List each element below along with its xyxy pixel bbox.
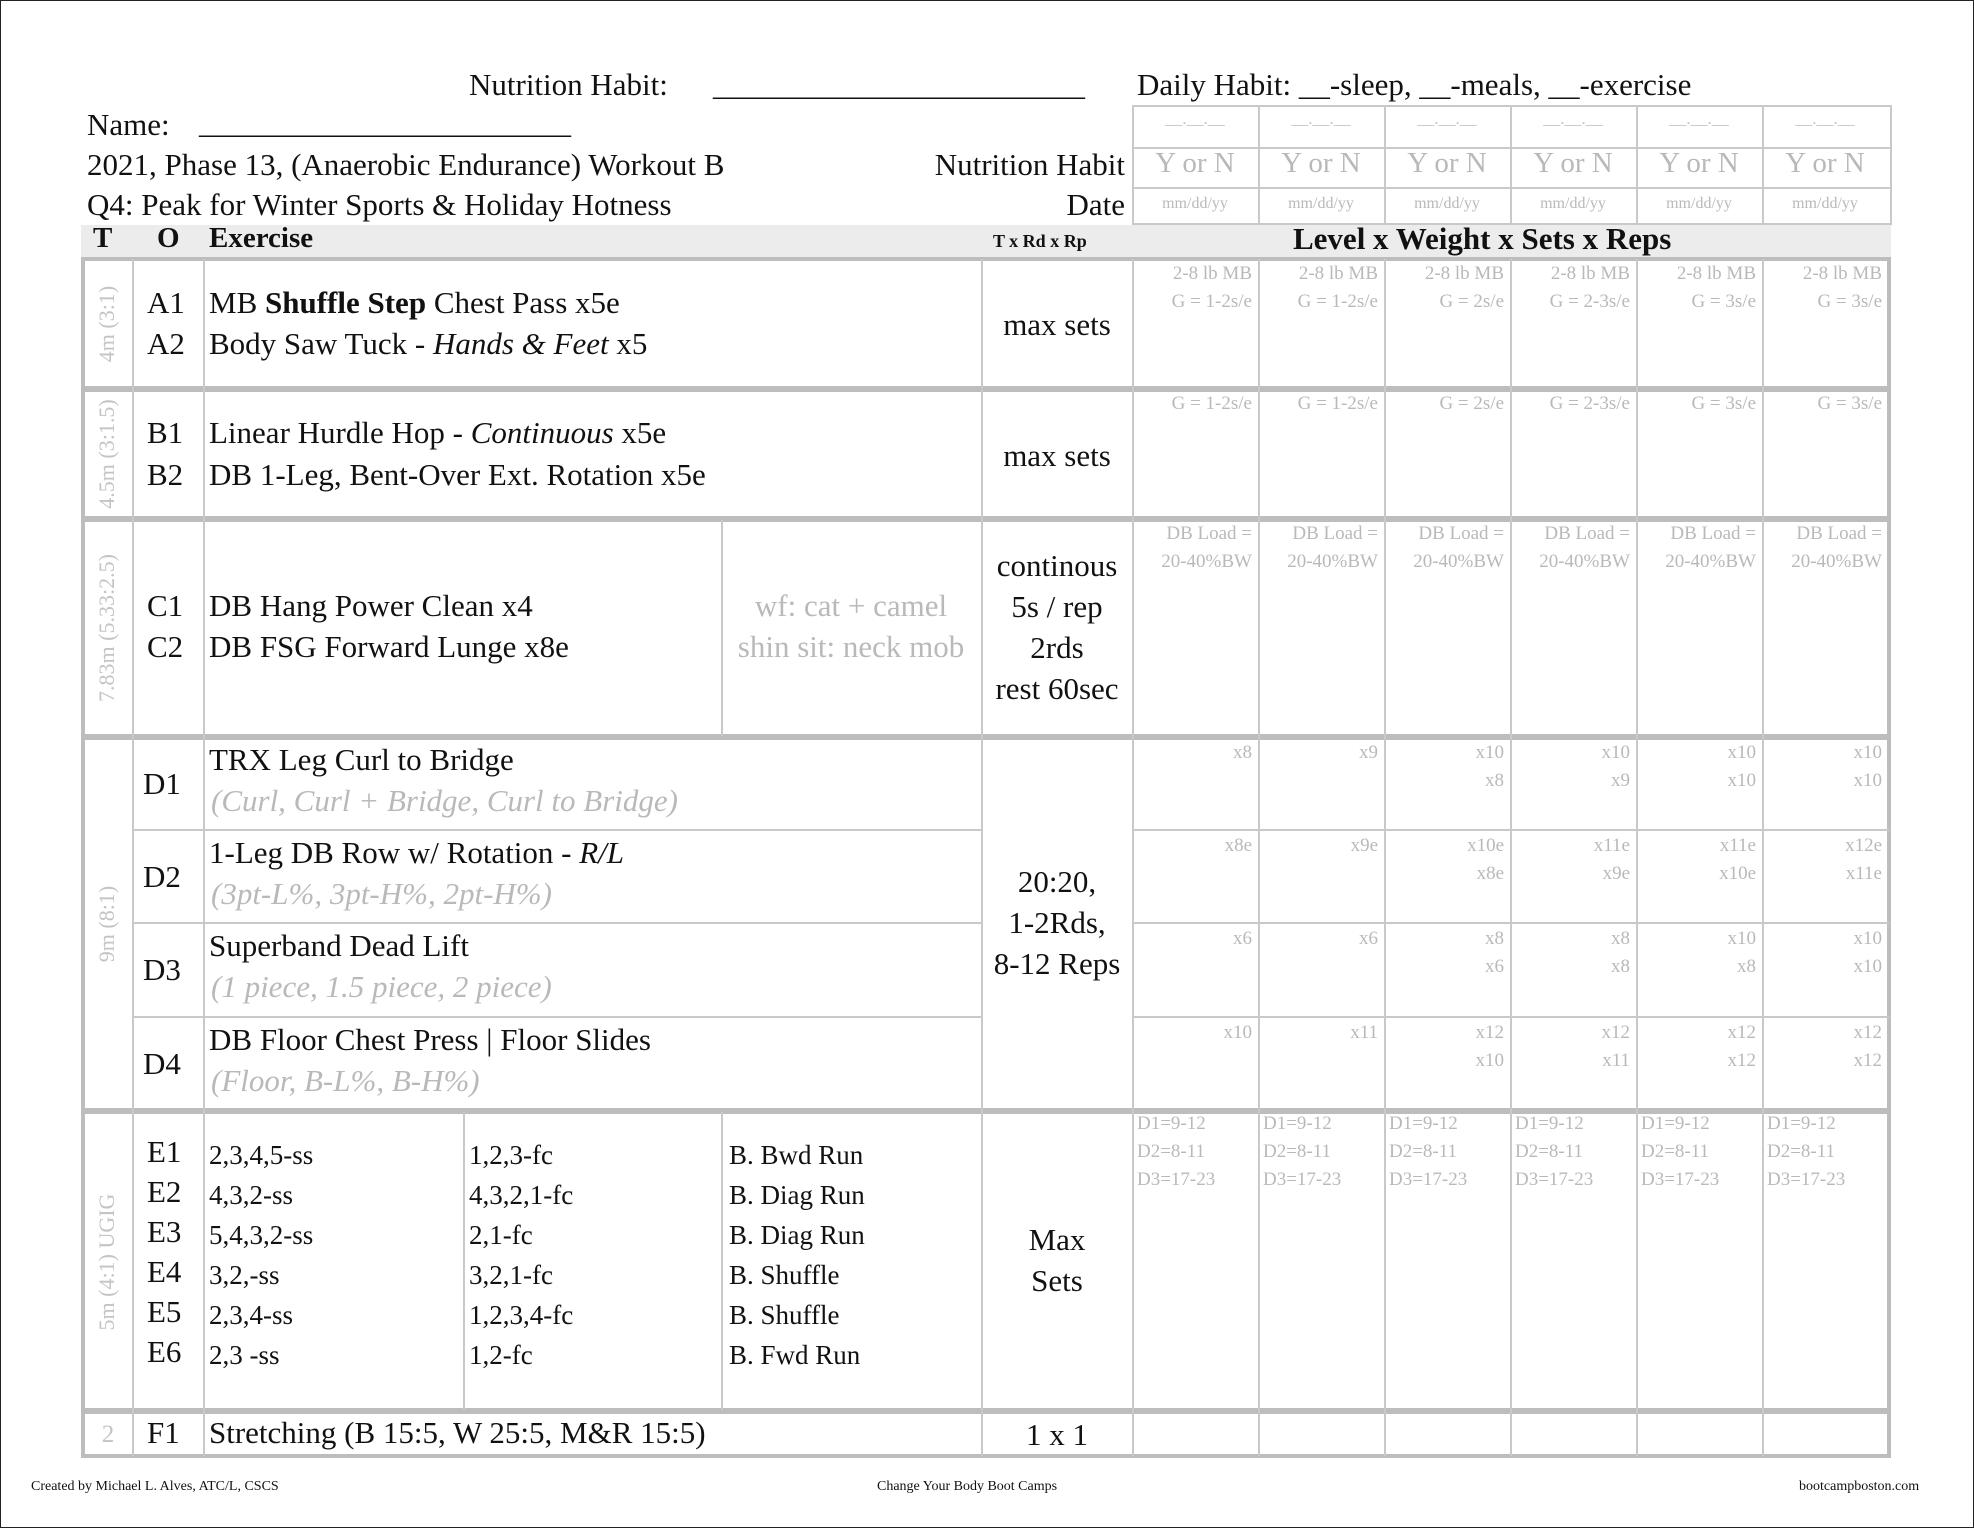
ladder-fc: 1,2-fc [469,1340,533,1370]
cell-d-reps[interactable]: x10 [1853,742,1882,763]
cell-a-goal[interactable]: G = 1-2s/e [1297,291,1378,312]
cell-d-reps[interactable]: x10 [1475,742,1504,763]
name-label: Name: [87,107,170,142]
nutrition-habit-blank[interactable]: ________________________ [713,67,1085,102]
cell-d-reps-2[interactable]: x10 [1727,770,1756,791]
session-header-divider [1384,105,1386,225]
cell-e-target[interactable]: D1=9-12 [1767,1113,1836,1134]
block-d-time: 9m (8:1) [94,885,119,963]
col-header-o: O [157,222,180,254]
exercise-d2: 1-Leg DB Row w/ Rotation - R/L [209,835,625,870]
cell-b-goal[interactable]: G = 2-3s/e [1549,393,1630,414]
block-f-time: 2 [101,1421,115,1448]
name-blank[interactable]: ________________________ [199,105,571,140]
code-b2: B2 [147,457,184,492]
cell-e-target[interactable]: D3=17-23 [1389,1169,1468,1190]
cell-a-load[interactable]: 2-8 lb MB [1802,263,1882,284]
cell-d-reps-2[interactable]: x9 [1611,770,1630,791]
exercise-d3: Superband Dead Lift [209,928,469,963]
cell-c-load[interactable]: DB Load = [1292,523,1378,544]
run-drill: B. Diag Run [729,1180,865,1210]
code-d3: D3 [143,952,181,987]
scheme-e: Max Sets [1028,1222,1086,1298]
cell-d-reps[interactable]: x10 [1601,742,1630,763]
cell-e-target[interactable]: D3=17-23 [1515,1169,1594,1190]
col-header-scheme: T x Rd x Rp [993,231,1087,251]
nutrition-yes-no-field[interactable]: Y or N [1281,147,1361,179]
cell-d-reps[interactable]: x10 [1727,928,1756,949]
exercise-d4: DB Floor Chest Press | Floor Slides [209,1022,651,1057]
cell-d-reps[interactable]: x9e [1350,835,1378,856]
nutrition-yes-no-field[interactable]: Y or N [1533,147,1613,179]
code-c1: C1 [147,588,184,623]
cell-b-goal[interactable]: G = 1-2s/e [1297,393,1378,414]
ladder-fc: 1,2,3-fc [469,1140,553,1170]
col-header-levels: Level x Weight x Sets x Reps [1293,221,1672,256]
cell-a-goal[interactable]: G = 3s/e [1691,291,1756,312]
session-header-divider [1132,105,1134,225]
cell-d-reps-2[interactable]: x11e [1845,863,1882,884]
cell-b-goal[interactable]: G = 1-2s/e [1171,393,1252,414]
cell-d-reps-2[interactable]: x10e [1719,863,1756,884]
cell-d-reps[interactable]: x9 [1359,742,1378,763]
session-number-field[interactable]: __.__.__ [1291,109,1351,128]
block-c-time: 7.83m (5.33:2.5) [94,554,119,702]
cell-c-pct[interactable]: 20-40%BW [1287,551,1378,572]
block-b-time: 4.5m (3:1.5) [94,399,119,509]
date-field[interactable]: mm/dd/yy [1792,195,1858,212]
code-f1: F1 [147,1415,180,1450]
cell-c-pct[interactable]: 20-40%BW [1413,551,1504,572]
cell-e-target[interactable]: D2=8-11 [1137,1141,1206,1162]
block-a-time: 4m (3:1) [94,285,119,363]
cell-d-reps[interactable]: x11e [1719,835,1756,856]
cell-d-reps-2[interactable]: x8e [1476,863,1504,884]
ladder-ss: 4,3,2-ss [209,1180,294,1210]
ladder-fc: 2,1-fc [469,1220,533,1250]
exercise-f1: Stretching (B 15:5, W 25:5, M&R 15:5) [209,1415,706,1450]
cell-e-target[interactable]: D2=8-11 [1515,1141,1584,1162]
ladder-ss: 2,3 -ss [209,1340,280,1370]
workout-subtitle: Q4: Peak for Winter Sports & Holiday Hotness [87,187,672,222]
exercise-d4-progression: (Floor, B-L%, B-H%) [211,1063,480,1098]
exercise-d2-progression: (3pt-L%, 3pt-H%, 2pt-H%) [211,876,552,911]
cell-d-reps-2[interactable]: x6 [1485,956,1504,977]
nutrition-yes-no-field[interactable]: Y or N [1785,147,1865,179]
cell-d-reps[interactable]: x12e [1845,835,1882,856]
date-field[interactable]: mm/dd/yy [1162,195,1228,212]
code-b1: B1 [147,415,184,450]
nutrition-habit-label: Nutrition Habit: [469,67,668,102]
cell-d-reps-2[interactable]: x10 [1853,770,1882,791]
cell-e-target[interactable]: D1=9-12 [1389,1113,1458,1134]
run-drill: B. Shuffle [729,1300,840,1330]
cell-d-reps[interactable]: x6 [1359,928,1378,949]
mobility-c1: wf: cat + camel [754,588,948,623]
session-header-divider [1636,105,1638,225]
session-header-divider [1510,105,1512,225]
scheme-d: 20:20, 1-2Rds, 8-12 Reps [993,864,1121,981]
mobility-c2: shin sit: neck mob [737,629,965,664]
footer-website[interactable]: bootcampboston.com [1799,1479,1920,1494]
cell-a-load[interactable]: 2-8 lb MB [1172,263,1252,284]
date-field[interactable]: mm/dd/yy [1666,195,1732,212]
session-header-divider [1890,105,1892,225]
ladder-ss: 5,4,3,2-ss [209,1220,314,1250]
cell-b-goal[interactable]: G = 2s/e [1439,393,1504,414]
cell-d-reps[interactable]: x11e [1593,835,1630,856]
cell-a-load[interactable]: 2-8 lb MB [1676,263,1756,284]
cell-d-reps[interactable]: x10 [1727,742,1756,763]
ladder-ss: 3,2,-ss [209,1260,280,1290]
code-d1: D1 [143,766,181,801]
scheme-f: 1 x 1 [1026,1417,1088,1452]
run-drill: B. Fwd Run [729,1340,861,1370]
cell-d-reps-2[interactable]: x10 [1475,1050,1504,1071]
code-e6: E6 [147,1334,182,1369]
date-row-label: Date [1066,187,1125,222]
cell-a-load[interactable]: 2-8 lb MB [1550,263,1630,284]
cell-d-reps-2[interactable]: x9e [1602,863,1630,884]
cell-c-pct[interactable]: 20-40%BW [1665,551,1756,572]
cell-e-target[interactable]: D1=9-12 [1137,1113,1206,1134]
code-e3: E3 [147,1214,182,1249]
cell-d-reps-2[interactable]: x8 [1737,956,1756,977]
cell-d-reps-2[interactable]: x12 [1853,1050,1882,1071]
date-field[interactable]: mm/dd/yy [1414,195,1480,212]
cell-c-load[interactable]: DB Load = [1544,523,1630,544]
session-header-divider [1762,105,1764,225]
ladder-ss: 2,3,4,5-ss [209,1140,314,1170]
session-column-divider [1258,259,1260,1456]
session-number-field[interactable]: __.__.__ [1543,109,1603,128]
scheme-b: max sets [1003,438,1111,473]
ladder-fc: 3,2,1-fc [469,1260,553,1290]
nutrition-yes-no-field[interactable]: Y or N [1155,147,1235,179]
cell-d-reps[interactable]: x6 [1233,928,1252,949]
session-column-divider [1510,259,1512,1456]
cell-d-reps[interactable]: x12 [1475,1022,1504,1043]
cell-d-reps[interactable]: x12 [1601,1022,1630,1043]
session-column-divider [1384,259,1386,1456]
cell-e-target[interactable]: D3=17-23 [1263,1169,1342,1190]
cell-d-reps[interactable]: x8 [1485,928,1504,949]
cell-a-goal[interactable]: G = 2-3s/e [1549,291,1630,312]
cell-a-load[interactable]: 2-8 lb MB [1298,263,1378,284]
nutrition-habit-row-label: Nutrition Habit [934,147,1125,182]
ladder-fc: 4,3,2,1-fc [469,1180,574,1210]
code-d2: D2 [143,859,181,894]
col-header-exercise: Exercise [209,222,314,254]
date-field[interactable]: mm/dd/yy [1288,195,1354,212]
run-drill: B. Diag Run [729,1220,865,1250]
code-c2: C2 [147,629,184,664]
cell-d-reps[interactable]: x8 [1611,928,1630,949]
exercise-d3-progression: (1 piece, 1.5 piece, 2 piece) [211,969,552,1004]
exercise-d1-progression: (Curl, Curl + Bridge, Curl to Bridge) [211,783,678,818]
exercise-c1: DB Hang Power Clean x4 [209,588,533,623]
cell-d-reps-2[interactable]: x12 [1727,1050,1756,1071]
session-number-field[interactable]: __.__.__ [1417,109,1477,128]
cell-e-target[interactable]: D3=17-23 [1137,1169,1216,1190]
cell-d-reps-2[interactable]: x10 [1853,956,1882,977]
col-header-t: T [93,222,113,254]
exercise-a2: Body Saw Tuck - Hands & Feet x5 [209,326,648,361]
code-a1: A1 [147,285,185,320]
cell-d-reps[interactable]: x8e [1224,835,1252,856]
code-e4: E4 [147,1254,182,1289]
session-header-divider [1258,105,1260,225]
cell-d-reps[interactable]: x8 [1233,742,1252,763]
session-number-field[interactable]: __.__.__ [1669,109,1729,128]
session-number-field[interactable]: __.__.__ [1165,109,1225,128]
exercise-d1: TRX Leg Curl to Bridge [209,742,514,777]
cell-a-goal[interactable]: G = 1-2s/e [1171,291,1252,312]
cell-a-goal[interactable]: G = 3s/e [1817,291,1882,312]
cell-a-load[interactable]: 2-8 lb MB [1424,263,1504,284]
cell-c-load[interactable]: DB Load = [1166,523,1252,544]
cell-c-pct[interactable]: 20-40%BW [1539,551,1630,572]
cell-e-target[interactable]: D3=17-23 [1767,1169,1846,1190]
code-a2: A2 [147,326,185,361]
cell-d-reps-2[interactable]: x8 [1485,770,1504,791]
ladder-fc: 1,2,3,4-fc [469,1300,574,1330]
exercise-b1: Linear Hurdle Hop - Continuous x5e [209,415,667,450]
code-e1: E1 [147,1134,182,1169]
run-drill: B. Shuffle [729,1260,840,1290]
workout-title: 2021, Phase 13, (Anaerobic Endurance) Workout B [87,147,725,182]
cell-e-target[interactable]: D1=9-12 [1263,1113,1332,1134]
cell-d-reps-2[interactable]: x8 [1611,956,1630,977]
cell-e-target[interactable]: D2=8-11 [1767,1141,1836,1162]
exercise-a1: MB Shuffle Step Chest Pass x5e [209,285,620,320]
cell-d-reps[interactable]: x10e [1467,835,1504,856]
scheme-a: max sets [1003,307,1111,342]
cell-d-reps-2[interactable]: x11 [1602,1050,1630,1071]
session-number-field[interactable]: __.__.__ [1795,109,1855,128]
cell-e-target[interactable]: D2=8-11 [1389,1141,1458,1162]
daily-habit[interactable]: Daily Habit: __-sleep, __-meals, __-exercise [1137,67,1692,102]
cell-c-load[interactable]: DB Load = [1418,523,1504,544]
cell-e-target[interactable]: D2=8-11 [1641,1141,1710,1162]
code-e2: E2 [147,1174,182,1209]
scheme-c: continous 5s / rep 2rds rest 60sec [995,548,1119,706]
footer-credit: Created by Michael L. Alves, ATC/L, CSCS [31,1479,279,1494]
cell-c-load[interactable]: DB Load = [1796,523,1882,544]
footer-company: Change Your Body Boot Camps [877,1479,1058,1494]
cell-b-goal[interactable]: G = 3s/e [1817,393,1882,414]
cell-d-reps[interactable]: x10 [1223,1022,1252,1043]
code-e5: E5 [147,1294,182,1329]
ladder-ss: 2,3,4-ss [209,1300,294,1330]
cell-d-reps[interactable]: x12 [1853,1022,1882,1043]
cell-b-goal[interactable]: G = 3s/e [1691,393,1756,414]
code-d4: D4 [143,1046,181,1081]
run-drill: B. Bwd Run [729,1140,864,1170]
block-e-time: 5m (4:1) UGIG [94,1193,119,1331]
cell-d-reps[interactable]: x10 [1853,928,1882,949]
session-column-divider [1762,259,1764,1456]
cell-c-pct[interactable]: 20-40%BW [1791,551,1882,572]
cell-d-reps[interactable]: x12 [1727,1022,1756,1043]
cell-e-target[interactable]: D3=17-23 [1641,1169,1720,1190]
cell-d-reps[interactable]: x11 [1350,1022,1378,1043]
cell-e-target[interactable]: D1=9-12 [1515,1113,1584,1134]
cell-c-pct[interactable]: 20-40%BW [1161,551,1252,572]
nutrition-yes-no-field[interactable]: Y or N [1659,147,1739,179]
nutrition-yes-no-field[interactable]: Y or N [1407,147,1487,179]
date-field[interactable]: mm/dd/yy [1540,195,1606,212]
cell-c-load[interactable]: DB Load = [1670,523,1756,544]
cell-e-target[interactable]: D1=9-12 [1641,1113,1710,1134]
exercise-b2: DB 1-Leg, Bent-Over Ext. Rotation x5e [209,457,706,492]
cell-a-goal[interactable]: G = 2s/e [1439,291,1504,312]
exercise-c2: DB FSG Forward Lunge x8e [209,629,569,664]
session-column-divider [1636,259,1638,1456]
cell-e-target[interactable]: D2=8-11 [1263,1141,1332,1162]
